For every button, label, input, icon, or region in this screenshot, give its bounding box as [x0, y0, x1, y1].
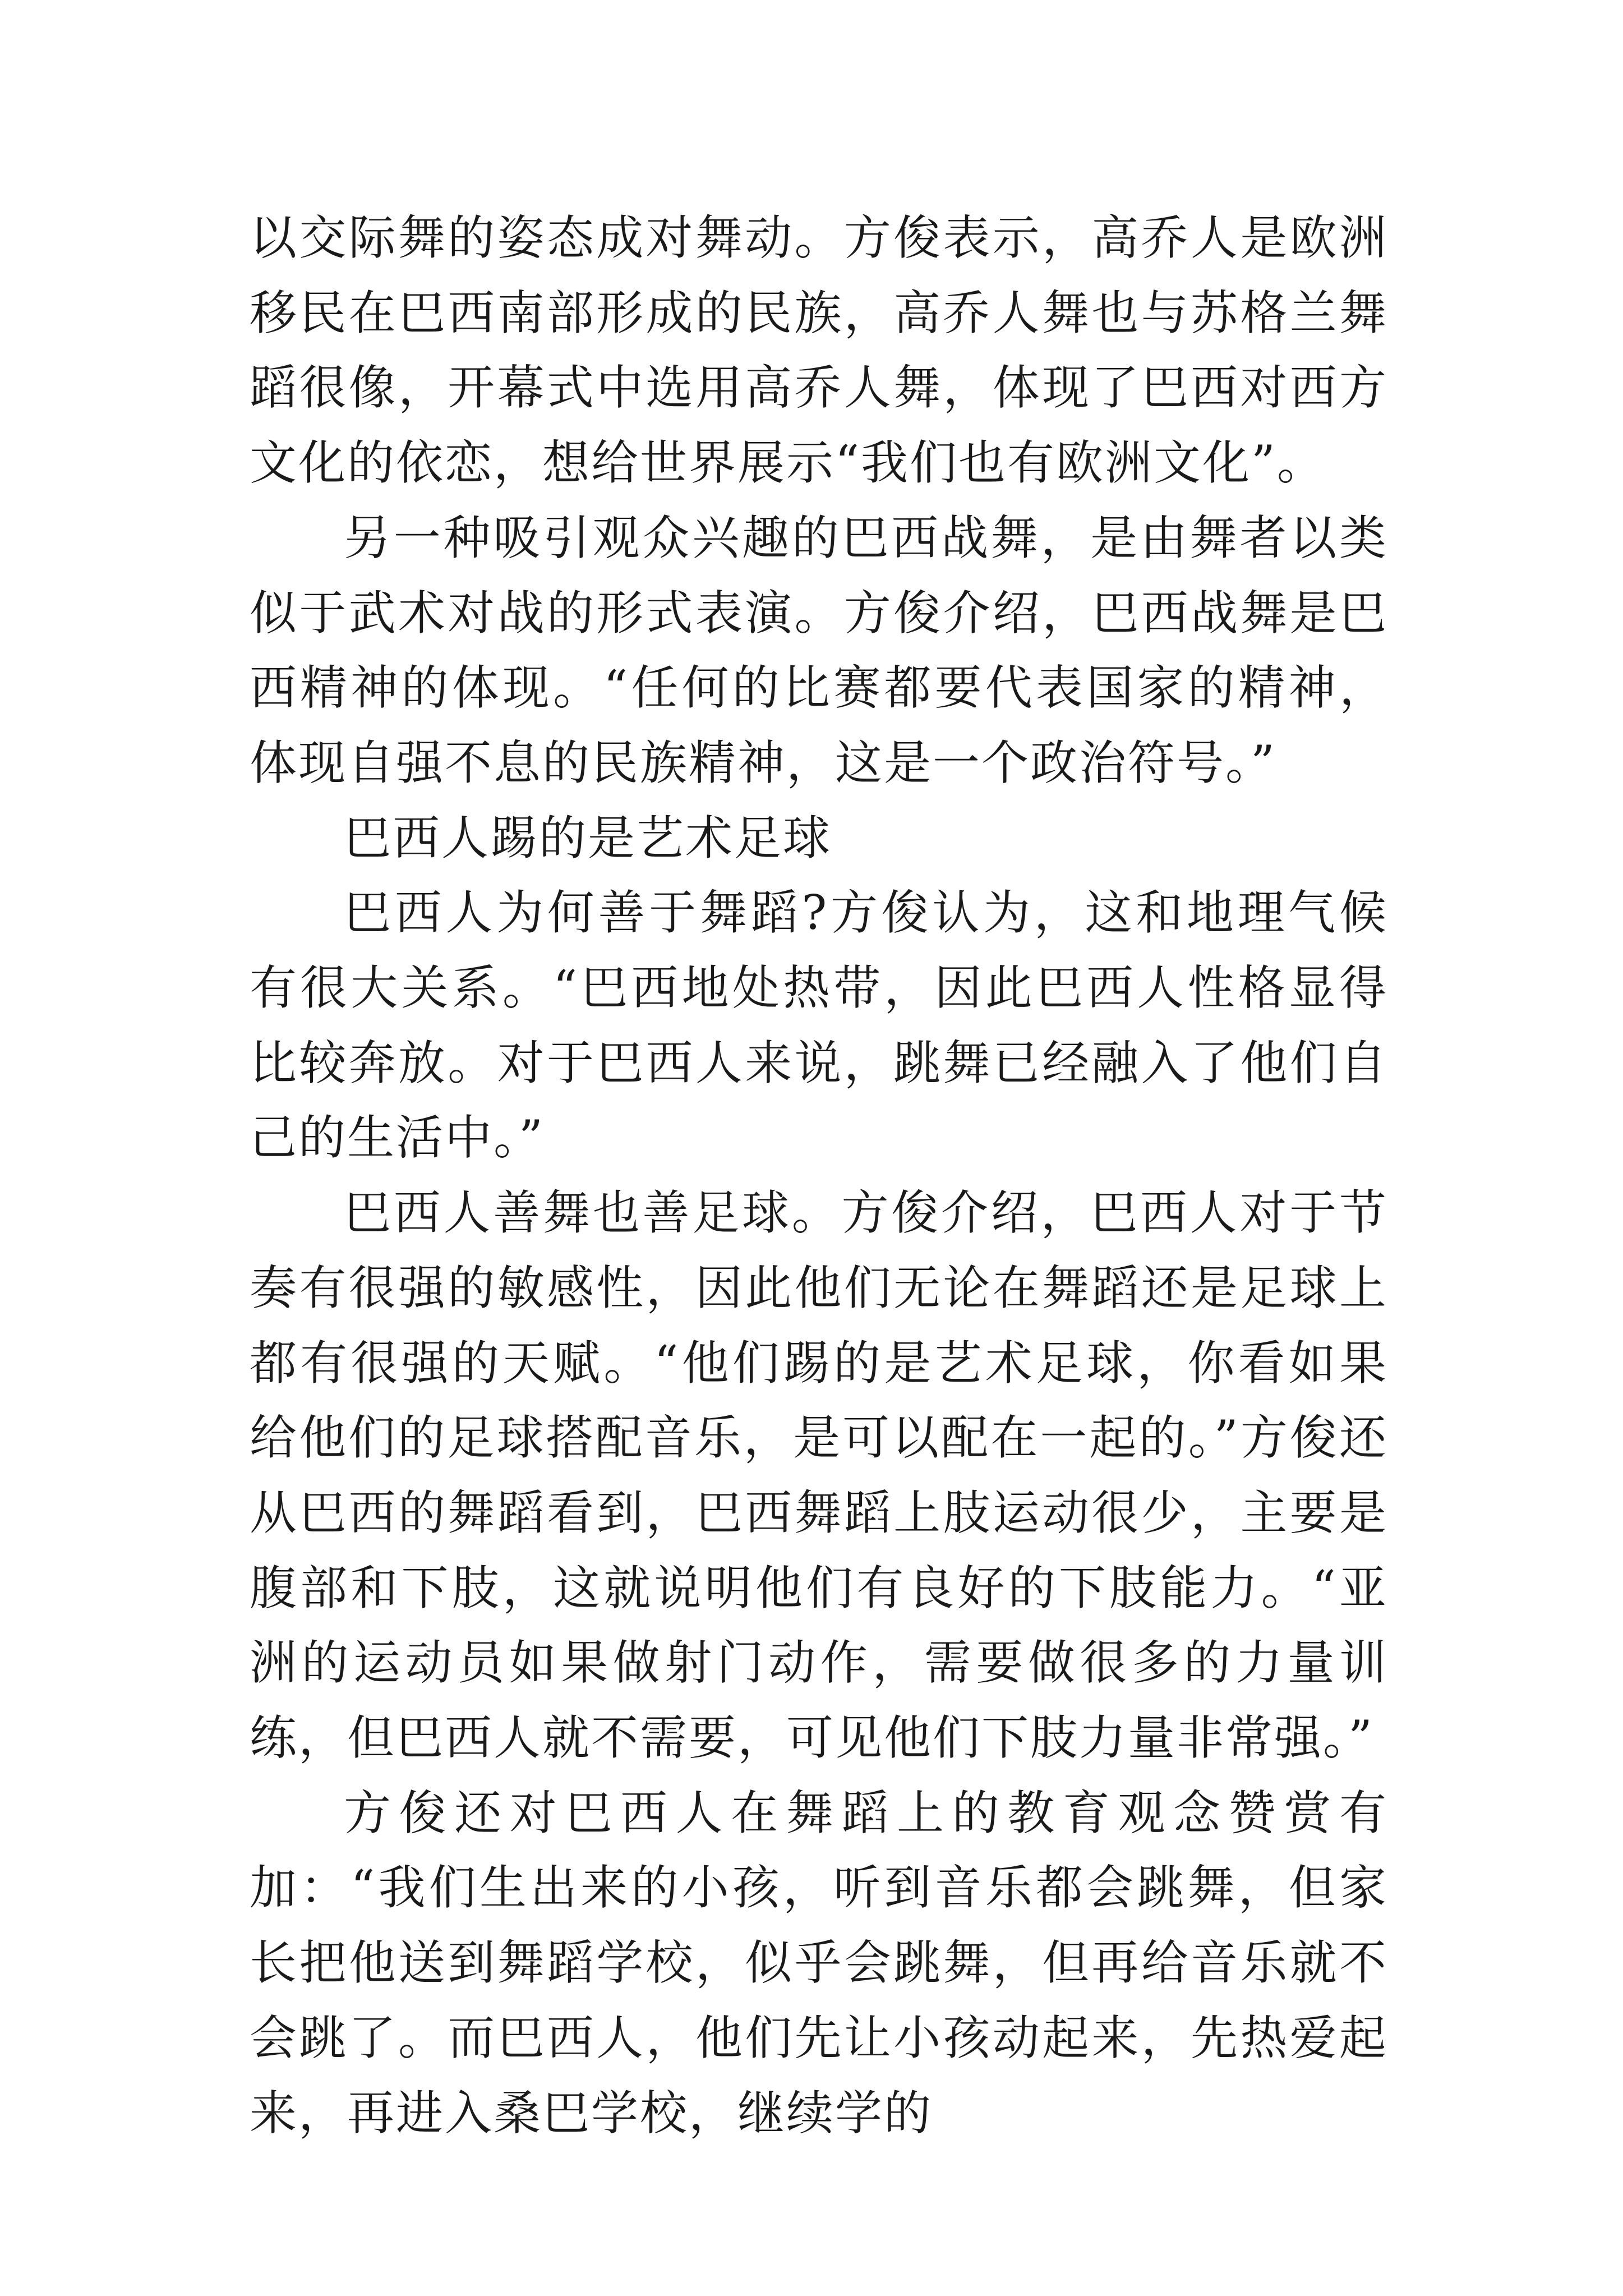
article-body	[250, 201, 1388, 2151]
paragraph-football: 巴西人善舞也善足球。方俊介绍，巴西人对于节奏有很强的敏感性，因此他们无论在舞蹈还是足球上都有很强的天赋。“他们踢的是艺术足球，你看如果给他们的足球搭配音乐，是可以配在一起的。”方俊还从巴西的舞蹈看到，巴西舞蹈上肢运动很少，主要是腹部和下肢，这就说明他们有良好的下肢能力。“亚洲的运动员如果做射门动作，需要做很多的力量训练，但巴西人就不需要，可见他们下肢力量非常强。”	[250, 1185, 1388, 1766]
paragraph-gaucho-dance: 以交际舞的姿态成对舞动。方俊表示，高乔人是欧洲移民在巴西南部形成的民族，高乔人舞也与苏格兰舞蹈很像，开幕式中选用高乔人舞，体现了巴西对西方文化的依恋，想给世界展示“我们也有欧洲文化”。	[250, 210, 1388, 491]
paragraph-climate: 巴西人为何善于舞蹈?方俊认为，这和地理气候有很大关系。“巴西地处热带，因此巴西人性格显得比较奔放。对于巴西人来说，跳舞已经融入了他们自己的生活中。”	[250, 885, 1388, 1166]
paragraph-capoeira: 另一种吸引观众兴趣的巴西战舞，是由舞者以类似于武术对战的形式表演。方俊介绍，巴西战舞是巴西精神的体现。“任何的比赛都要代表国家的精神，体现自强不息的民族精神，这是一个政治符号。”	[250, 510, 1388, 790]
section-heading: 巴西人踢的是艺术足球	[344, 810, 832, 866]
paragraph-education: 方俊还对巴西人在舞蹈上的教育观念赞赏有加：“我们生出来的小孩，听到音乐都会跳舞，但家长把他送到舞蹈学校，似乎会跳舞，但再给音乐就不会跳了。而巴西人，他们先让小孩动起来，先热爱起来，再进入桑巴学校，继续学的	[250, 1785, 1388, 2141]
